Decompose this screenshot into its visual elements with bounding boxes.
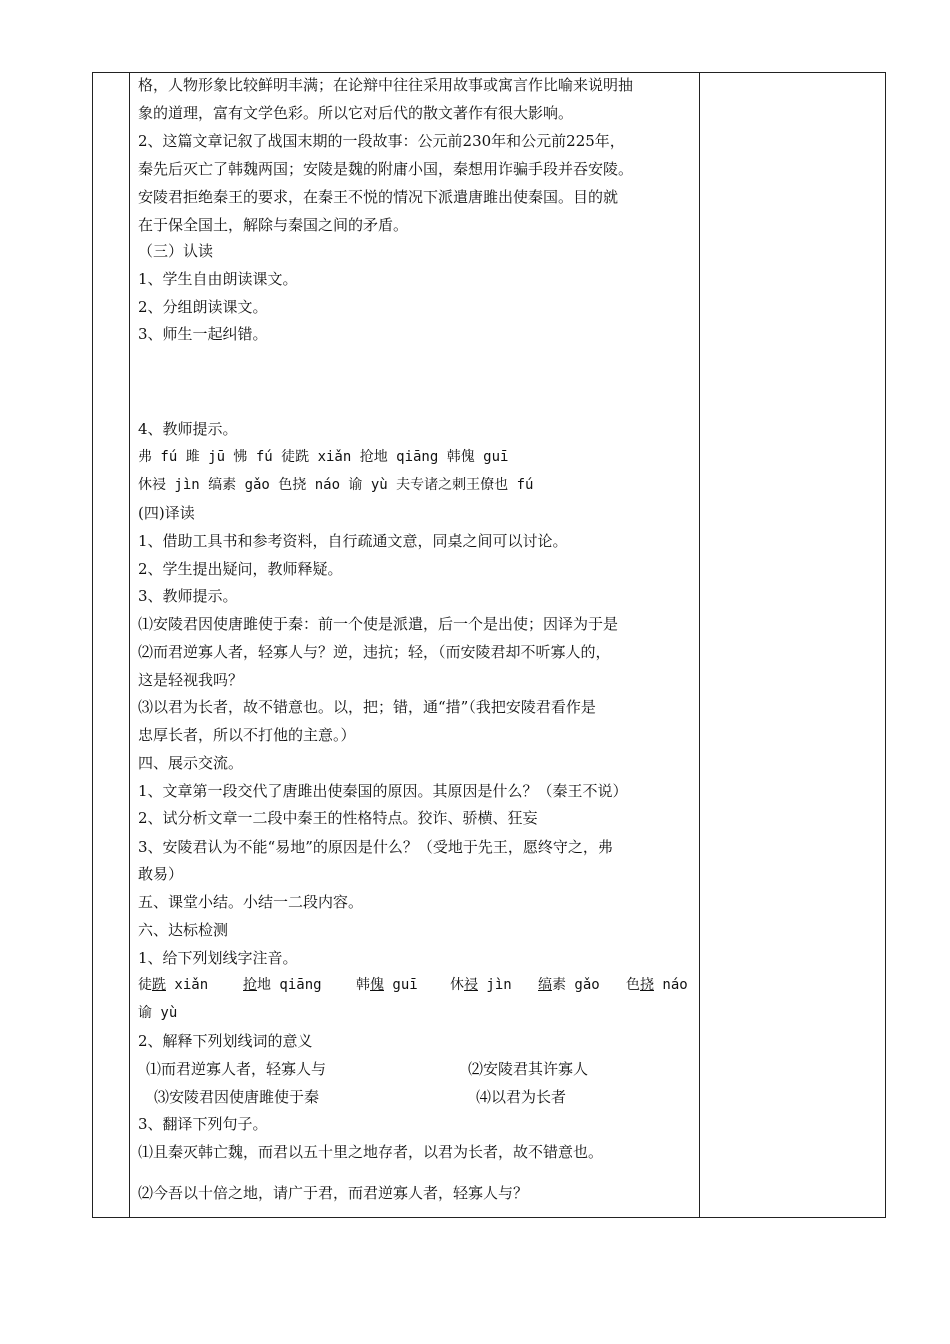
text-line: 格，人物形象比较鲜明丰满；在论辩中往往采用故事或寓言作比喻来说明抽 [138, 76, 634, 94]
text-line: 3、教师提示。 [138, 587, 238, 605]
text-line: 2、学生提出疑问，教师释疑。 [138, 560, 343, 578]
text-line: ⑵今吾以十倍之地，请广于君，而君逆寡人者，轻寡人与？ [138, 1184, 529, 1202]
left-column [93, 73, 130, 1217]
text-line: 3、师生一起纠错。 [138, 325, 268, 343]
text-line: 敢易） [138, 865, 184, 883]
text-line: ⑴安陵君因使唐雎使于秦：前一个使是派遣，后一个是出使；因译为于是 [138, 615, 619, 633]
content-column [138, 73, 696, 1217]
pinyin-line: 休祲 jìn 缟素 gǎo 色挠 náo 谕 yù 夫专诸之刺王僚也 fú [138, 477, 534, 493]
text-line: 2、分组朗读课文。 [138, 298, 268, 316]
section-heading: 六、达标检测 [138, 921, 229, 939]
pinyin-item: 抢地 qiāng [243, 977, 322, 993]
text-line: 1、借助工具书和参考资料，自行疏通文意，同桌之间可以讨论。 [138, 532, 568, 550]
pinyin-item: 休祲 jìn [450, 977, 512, 993]
section-heading: 五、课堂小结。小结一二段内容。 [138, 893, 364, 911]
text-line: 在于保全国土，解除与秦国之间的矛盾。 [138, 216, 409, 234]
question-item: ⑷以君为长者 [476, 1088, 567, 1106]
text-line: 3、安陵君认为不能“易地”的原因是什么？（受地于先王，愿终守之，弗 [138, 838, 613, 856]
question-item: ⑴而君逆寡人者，轻寡人与 [146, 1060, 327, 1078]
text-line: 4、教师提示。 [138, 420, 238, 438]
text-line: ⑶以君为长者，故不错意也。以，把；错，通“措”（我把安陵君看作是 [138, 698, 596, 716]
text-line: 象的道理，富有文学色彩。所以它对后代的散文著作有很大影响。 [138, 104, 574, 122]
pinyin-line: 弗 fú 雎 jū 怫 fú 徒跣 xiǎn 抢地 qiāng 韩傀 guī [138, 449, 509, 465]
lesson-table [92, 72, 886, 1218]
text-line: 2、解释下列划线词的意义 [138, 1032, 313, 1050]
text-line: 1、学生自由朗读课文。 [138, 270, 298, 288]
text-line: 1、文章第一段交代了唐雎出使秦国的原因。其原因是什么？（秦王不说） [138, 782, 628, 800]
question-item: ⑶安陵君因使唐雎使于秦 [154, 1088, 320, 1106]
pinyin-item: 缟素 gǎo [538, 977, 600, 993]
pinyin-item: 色挠 náo [626, 977, 688, 993]
pinyin-line: 谕 yù [138, 1005, 178, 1021]
right-column [699, 73, 885, 1217]
text-line: 秦先后灭亡了韩魏两国；安陵是魏的附庸小国，秦想用诈骗手段并吞安陵。 [138, 160, 634, 178]
pinyin-item: 韩傀 guī [356, 977, 418, 993]
text-line: ⑵而君逆寡人者，轻寡人与？逆，违抗；轻，（而安陵君却不听寡人的， [138, 643, 611, 661]
text-line: 忠厚长者，所以不打他的主意。） [138, 726, 356, 744]
section-heading: (四)译读 [138, 504, 195, 522]
section-heading: （三）认读 [138, 242, 214, 260]
text-line: ⑴且秦灭韩亡魏，而君以五十里之地存者，以君为长者，故不错意也。 [138, 1143, 604, 1161]
question-item: ⑵安陵君其许寡人 [468, 1060, 589, 1078]
text-line: 3、翻译下列句子。 [138, 1115, 268, 1133]
text-line: 1、给下列划线字注音。 [138, 949, 298, 967]
text-line: 这是轻视我吗？ [138, 671, 244, 689]
section-heading: 四、展示交流。 [138, 754, 244, 772]
text-line: 2、这篇文章记叙了战国末期的一段故事：公元前230年和公元前225年， [138, 132, 625, 150]
pinyin-item: 徒跣 xiǎn [138, 977, 209, 993]
text-line: 安陵君拒绝秦王的要求，在秦王不悦的情况下派遣唐雎出使秦国。目的就 [138, 188, 619, 206]
text-line: 2、试分析文章一二段中秦王的性格特点。狡诈、骄横、狂妄 [138, 809, 538, 827]
